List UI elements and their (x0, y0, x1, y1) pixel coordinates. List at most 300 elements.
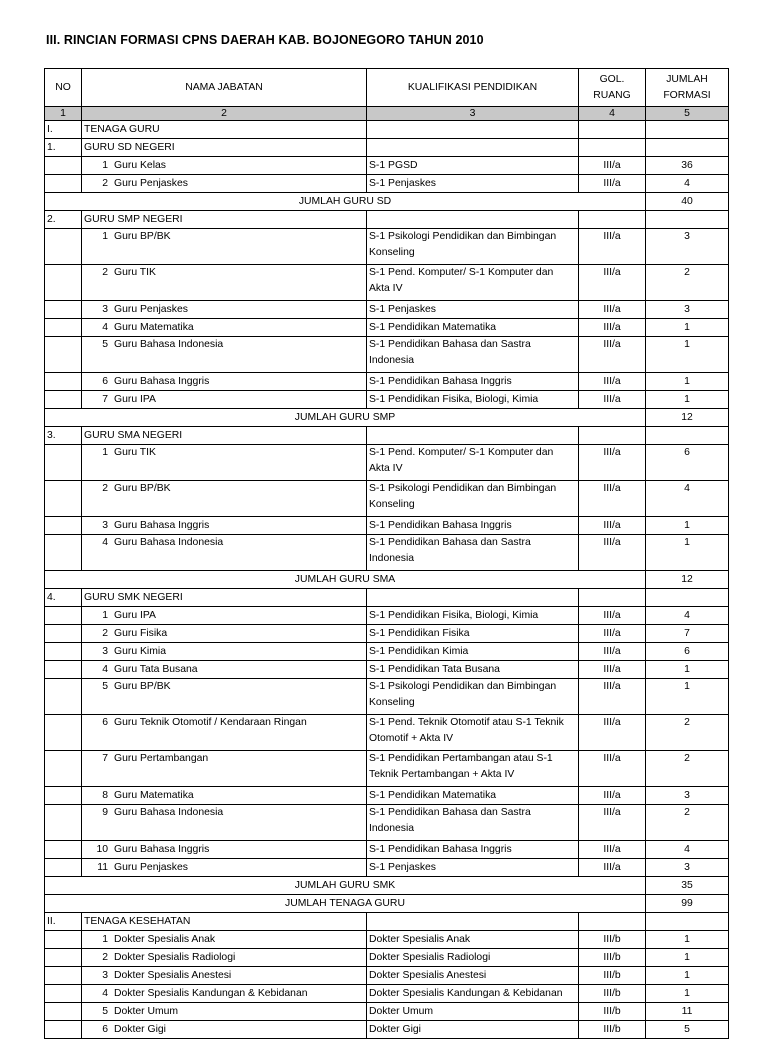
item-number: 2 (102, 267, 108, 278)
gol-cell: III/a (579, 373, 646, 391)
table-row (45, 859, 729, 877)
table-row (45, 967, 729, 985)
jabatan-cell (82, 175, 367, 193)
row-number: 3. (45, 427, 82, 445)
gol-cell: III/a (579, 265, 646, 301)
table-row (45, 931, 729, 949)
jabatan-cell (82, 985, 367, 1003)
kualifikasi-cell (367, 139, 579, 157)
formasi-table (44, 68, 729, 1039)
table-row (45, 661, 729, 679)
header-kualifikasi: KUALIFIKASI PENDIDIKAN (367, 69, 579, 107)
jabatan-name: Guru TIK (114, 267, 156, 278)
jumlah-cell (646, 427, 729, 445)
jabatan-name: Guru Teknik Otomotif / Kendaraan Ringan (114, 717, 307, 728)
subtotal-value: 99 (646, 895, 729, 913)
no-cell (45, 625, 82, 643)
gol-cell (579, 589, 646, 607)
jabatan-name: Guru IPA (114, 610, 156, 621)
gol-cell: III/a (579, 301, 646, 319)
kualifikasi-cell: S-1 Pendidikan Bahasa Inggris (367, 517, 579, 535)
jumlah-cell (646, 121, 729, 139)
gol-cell: III/a (579, 787, 646, 805)
gol-cell: III/b (579, 985, 646, 1003)
table-row (45, 805, 729, 841)
row-label: GURU SMK NEGERI (82, 589, 367, 607)
jabatan-name: Dokter Gigi (114, 1024, 166, 1035)
jumlah-cell: 2 (646, 805, 729, 841)
group-row (45, 589, 729, 607)
no-cell (45, 1003, 82, 1021)
table-row (45, 229, 729, 265)
group-row (45, 427, 729, 445)
item-number: 10 (96, 844, 108, 855)
subtotal-row (45, 193, 729, 211)
kualifikasi-cell: S-1 Pendidikan Tata Busana (367, 661, 579, 679)
jabatan-name: Guru Bahasa Inggris (114, 376, 210, 387)
row-number: I. (45, 121, 82, 139)
jumlah-cell: 3 (646, 229, 729, 265)
gol-cell: III/a (579, 661, 646, 679)
table-row (45, 157, 729, 175)
kualifikasi-cell: Dokter Spesialis Anestesi (367, 967, 579, 985)
kualifikasi-cell (367, 211, 579, 229)
kualifikasi-cell: Dokter Gigi (367, 1021, 579, 1039)
item-number: 1 (102, 447, 108, 458)
gol-cell: III/a (579, 337, 646, 373)
row-label: GURU SMP NEGERI (82, 211, 367, 229)
no-cell (45, 319, 82, 337)
table-row (45, 1003, 729, 1021)
table-row (45, 535, 729, 571)
item-number: 8 (102, 790, 108, 801)
item-number: 1 (102, 610, 108, 621)
jabatan-cell (82, 229, 367, 265)
kualifikasi-cell: S-1 Pendidikan Fisika (367, 625, 579, 643)
row-label: GURU SMA NEGERI (82, 427, 367, 445)
table-row (45, 751, 729, 787)
jumlah-cell: 1 (646, 679, 729, 715)
table-row (45, 481, 729, 517)
no-cell (45, 517, 82, 535)
jumlah-cell: 1 (646, 931, 729, 949)
no-cell (45, 967, 82, 985)
header-number: 2 (82, 107, 367, 121)
kualifikasi-cell: S-1 Psikologi Pendidikan dan Bimbingan Konseling (367, 679, 579, 715)
no-cell (45, 931, 82, 949)
kualifikasi-cell: S-1 Penjaskes (367, 301, 579, 319)
kualifikasi-cell: S-1 Pend. Teknik Otomotif atau S-1 Teknik Otomotif + Akta IV (367, 715, 579, 751)
table-row (45, 949, 729, 967)
jabatan-cell (82, 265, 367, 301)
jumlah-cell: 1 (646, 967, 729, 985)
no-cell (45, 787, 82, 805)
no-cell (45, 715, 82, 751)
jumlah-cell: 11 (646, 1003, 729, 1021)
subtotal-label: JUMLAH GURU SMK (45, 877, 646, 895)
subtotal-label: JUMLAH GURU SMA (45, 571, 646, 589)
gol-cell (579, 139, 646, 157)
gol-cell: III/a (579, 319, 646, 337)
item-number: 11 (97, 862, 108, 873)
kualifikasi-cell: Dokter Umum (367, 1003, 579, 1021)
table-row (45, 715, 729, 751)
subtotal-row (45, 895, 729, 913)
jabatan-name: Guru Fisika (114, 628, 168, 639)
subtotal-value: 35 (646, 877, 729, 895)
jumlah-cell: 1 (646, 337, 729, 373)
jumlah-cell (646, 913, 729, 931)
group-row (45, 139, 729, 157)
category-row (45, 121, 729, 139)
table-row (45, 625, 729, 643)
header-nama-jabatan: NAMA JABATAN (82, 69, 367, 107)
item-number: 1 (102, 934, 108, 945)
row-number: 4. (45, 589, 82, 607)
item-number: 4 (102, 322, 108, 333)
jumlah-cell: 2 (646, 265, 729, 301)
item-number: 7 (102, 753, 108, 764)
jabatan-name: Guru Kimia (114, 646, 166, 657)
jumlah-cell: 5 (646, 1021, 729, 1039)
jabatan-cell (82, 661, 367, 679)
jabatan-cell (82, 1021, 367, 1039)
no-cell (45, 373, 82, 391)
table-row (45, 391, 729, 409)
group-row (45, 211, 729, 229)
gol-cell: III/a (579, 445, 646, 481)
kualifikasi-cell: S-1 Pendidikan Bahasa dan Sastra Indonesia (367, 535, 579, 571)
jabatan-name: Guru Matematika (114, 322, 194, 333)
table-row (45, 319, 729, 337)
jumlah-cell: 6 (646, 445, 729, 481)
jabatan-name: Guru Bahasa Indonesia (114, 537, 224, 548)
subtotal-label: JUMLAH TENAGA GURU (45, 895, 646, 913)
item-number: 3 (102, 520, 108, 531)
kualifikasi-cell (367, 427, 579, 445)
subtotal-value: 12 (646, 571, 729, 589)
no-cell (45, 805, 82, 841)
jabatan-cell (82, 607, 367, 625)
jabatan-cell (82, 1003, 367, 1021)
gol-cell: III/a (579, 481, 646, 517)
table-row (45, 445, 729, 481)
no-cell (45, 1021, 82, 1039)
table-row (45, 265, 729, 301)
item-number: 6 (102, 1024, 108, 1035)
no-cell (45, 661, 82, 679)
jabatan-name: Dokter Spesialis Anestesi (114, 970, 232, 981)
no-cell (45, 481, 82, 517)
table-row (45, 517, 729, 535)
table-row (45, 1021, 729, 1039)
table-row (45, 337, 729, 373)
jabatan-name: Guru Bahasa Inggris (114, 844, 210, 855)
header-number: 5 (646, 107, 729, 121)
subtotal-label: JUMLAH GURU SD (45, 193, 646, 211)
jabatan-name: Guru Matematika (114, 790, 194, 801)
jabatan-cell (82, 931, 367, 949)
gol-cell (579, 427, 646, 445)
subtotal-value: 12 (646, 409, 729, 427)
row-label: GURU SD NEGERI (82, 139, 367, 157)
gol-cell (579, 913, 646, 931)
kualifikasi-cell: S-1 Pendidikan Bahasa dan Sastra Indonesia (367, 337, 579, 373)
jabatan-cell (82, 751, 367, 787)
no-cell (45, 841, 82, 859)
jabatan-cell (82, 301, 367, 319)
kualifikasi-cell: S-1 Pendidikan Matematika (367, 319, 579, 337)
no-cell (45, 175, 82, 193)
jabatan-name: Guru BP/BK (114, 681, 171, 692)
jabatan-name: Guru Bahasa Inggris (114, 520, 210, 531)
row-number: 1. (45, 139, 82, 157)
gol-cell: III/b (579, 1003, 646, 1021)
jumlah-cell: 1 (646, 535, 729, 571)
item-number: 5 (102, 1006, 108, 1017)
item-number: 6 (102, 717, 108, 728)
gol-cell: III/a (579, 625, 646, 643)
header-number: 1 (45, 107, 82, 121)
table-row (45, 175, 729, 193)
item-number: 4 (102, 664, 108, 675)
jumlah-cell: 7 (646, 625, 729, 643)
jabatan-name: Guru BP/BK (114, 231, 171, 242)
jabatan-cell (82, 445, 367, 481)
kualifikasi-cell: S-1 Pendidikan Fisika, Biologi, Kimia (367, 391, 579, 409)
kualifikasi-cell: S-1 PGSD (367, 157, 579, 175)
kualifikasi-cell: S-1 Penjaskes (367, 859, 579, 877)
jabatan-cell (82, 805, 367, 841)
kualifikasi-cell: Dokter Spesialis Kandungan & Kebidanan (367, 985, 579, 1003)
jumlah-cell: 2 (646, 715, 729, 751)
jumlah-cell: 6 (646, 643, 729, 661)
kualifikasi-cell: S-1 Pendidikan Bahasa Inggris (367, 373, 579, 391)
kualifikasi-cell: S-1 Penjaskes (367, 175, 579, 193)
table-row (45, 841, 729, 859)
jabatan-cell (82, 337, 367, 373)
jumlah-cell: 1 (646, 985, 729, 1003)
kualifikasi-cell: S-1 Psikologi Pendidikan dan Bimbingan Konseling (367, 229, 579, 265)
jabatan-name: Dokter Spesialis Radiologi (114, 952, 236, 963)
jabatan-cell (82, 967, 367, 985)
category-row (45, 913, 729, 931)
no-cell (45, 229, 82, 265)
gol-cell: III/b (579, 949, 646, 967)
gol-cell: III/a (579, 607, 646, 625)
jabatan-name: Guru Bahasa Indonesia (114, 807, 224, 818)
header-row (45, 69, 729, 107)
gol-cell: III/b (579, 931, 646, 949)
jumlah-cell (646, 589, 729, 607)
jabatan-name: Guru BP/BK (114, 483, 171, 494)
no-cell (45, 301, 82, 319)
table-row (45, 373, 729, 391)
row-number: II. (45, 913, 82, 931)
item-number: 7 (102, 394, 108, 405)
item-number: 2 (102, 628, 108, 639)
gol-cell: III/b (579, 1021, 646, 1039)
table-row (45, 643, 729, 661)
no-cell (45, 679, 82, 715)
no-cell (45, 265, 82, 301)
row-label: TENAGA GURU (82, 121, 367, 139)
subtotal-row (45, 409, 729, 427)
jumlah-cell: 1 (646, 373, 729, 391)
gol-cell: III/a (579, 643, 646, 661)
jabatan-cell (82, 679, 367, 715)
subtotal-label: JUMLAH GURU SMP (45, 409, 646, 427)
kualifikasi-cell: Dokter Spesialis Radiologi (367, 949, 579, 967)
jumlah-cell: 4 (646, 481, 729, 517)
no-cell (45, 643, 82, 661)
jabatan-cell (82, 517, 367, 535)
no-cell (45, 157, 82, 175)
item-number: 2 (102, 483, 108, 494)
jabatan-cell (82, 949, 367, 967)
jabatan-cell (82, 391, 367, 409)
gol-cell: III/b (579, 967, 646, 985)
subtotal-row (45, 877, 729, 895)
jabatan-name: Dokter Spesialis Kandungan & Kebidanan (114, 988, 308, 999)
kualifikasi-cell: Dokter Spesialis Anak (367, 931, 579, 949)
item-number: 2 (102, 178, 108, 189)
kualifikasi-cell: S-1 Pendidikan Bahasa dan Sastra Indonesia (367, 805, 579, 841)
gol-cell: III/a (579, 517, 646, 535)
jabatan-name: Guru TIK (114, 447, 156, 458)
jabatan-name: Guru Tata Busana (114, 664, 198, 675)
item-number: 3 (102, 646, 108, 657)
row-number: 2. (45, 211, 82, 229)
jumlah-cell: 1 (646, 949, 729, 967)
jumlah-cell: 1 (646, 661, 729, 679)
table-row (45, 787, 729, 805)
no-cell (45, 985, 82, 1003)
jabatan-name: Dokter Spesialis Anak (114, 934, 216, 945)
jumlah-cell: 1 (646, 391, 729, 409)
kualifikasi-cell: S-1 Pendidikan Pertambangan atau S-1 Teknik Pertambangan + Akta IV (367, 751, 579, 787)
no-cell (45, 337, 82, 373)
jabatan-cell (82, 715, 367, 751)
gol-cell (579, 211, 646, 229)
jabatan-cell (82, 841, 367, 859)
jumlah-cell: 36 (646, 157, 729, 175)
item-number: 5 (102, 339, 108, 350)
no-cell (45, 949, 82, 967)
jumlah-cell: 3 (646, 859, 729, 877)
item-number: 6 (102, 376, 108, 387)
kualifikasi-cell: S-1 Pend. Komputer/ S-1 Komputer dan Akta IV (367, 265, 579, 301)
jumlah-cell: 3 (646, 301, 729, 319)
jabatan-cell (82, 373, 367, 391)
item-number: 9 (102, 807, 108, 818)
kualifikasi-cell: S-1 Pendidikan Matematika (367, 787, 579, 805)
table-row (45, 985, 729, 1003)
jabatan-name: Guru Penjaskes (114, 178, 188, 189)
jabatan-cell (82, 535, 367, 571)
jabatan-name: Guru Bahasa Indonesia (114, 339, 224, 350)
jumlah-cell: 2 (646, 751, 729, 787)
kualifikasi-cell (367, 913, 579, 931)
no-cell (45, 859, 82, 877)
jabatan-name: Guru Pertambangan (114, 753, 209, 764)
header-number-row (45, 107, 729, 121)
jumlah-cell: 1 (646, 319, 729, 337)
gol-cell: III/a (579, 535, 646, 571)
jabatan-name: Guru Penjaskes (114, 862, 188, 873)
no-cell (45, 445, 82, 481)
jabatan-cell (82, 625, 367, 643)
subtotal-value: 40 (646, 193, 729, 211)
header-number: 3 (367, 107, 579, 121)
gol-cell (579, 121, 646, 139)
gol-cell: III/a (579, 859, 646, 877)
item-number: 5 (102, 681, 108, 692)
jumlah-cell (646, 139, 729, 157)
no-cell (45, 391, 82, 409)
no-cell (45, 535, 82, 571)
no-cell (45, 607, 82, 625)
gol-cell: III/a (579, 229, 646, 265)
item-number: 4 (102, 537, 108, 548)
gol-cell: III/a (579, 805, 646, 841)
header-no: NO (45, 69, 82, 107)
jabatan-name: Guru Penjaskes (114, 304, 188, 315)
item-number: 2 (102, 952, 108, 963)
table-row (45, 607, 729, 625)
gol-cell: III/a (579, 391, 646, 409)
jumlah-cell (646, 211, 729, 229)
jabatan-cell (82, 319, 367, 337)
header-number: 4 (579, 107, 646, 121)
jumlah-cell: 1 (646, 517, 729, 535)
item-number: 4 (102, 988, 108, 999)
jabatan-cell (82, 859, 367, 877)
item-number: 3 (102, 970, 108, 981)
header-jumlah-formasi: JUMLAH FORMASI (646, 69, 729, 107)
gol-cell: III/a (579, 175, 646, 193)
gol-cell: III/a (579, 751, 646, 787)
jabatan-cell (82, 157, 367, 175)
kualifikasi-cell (367, 589, 579, 607)
table-row (45, 301, 729, 319)
table-row (45, 679, 729, 715)
kualifikasi-cell: S-1 Psikologi Pendidikan dan Bimbingan Konseling (367, 481, 579, 517)
item-number: 3 (102, 304, 108, 315)
kualifikasi-cell: S-1 Pendidikan Fisika, Biologi, Kimia (367, 607, 579, 625)
jabatan-name: Guru Kelas (114, 160, 166, 171)
row-label: TENAGA KESEHATAN (82, 913, 367, 931)
jabatan-name: Guru IPA (114, 394, 156, 405)
gol-cell: III/a (579, 715, 646, 751)
jabatan-cell (82, 643, 367, 661)
gol-cell: III/a (579, 679, 646, 715)
jumlah-cell: 3 (646, 787, 729, 805)
jumlah-cell: 4 (646, 607, 729, 625)
item-number: 1 (102, 160, 108, 171)
gol-cell: III/a (579, 841, 646, 859)
jabatan-name: Dokter Umum (114, 1006, 179, 1017)
jabatan-cell (82, 481, 367, 517)
subtotal-row (45, 571, 729, 589)
gol-cell: III/a (579, 157, 646, 175)
no-cell (45, 751, 82, 787)
item-number: 1 (102, 231, 108, 242)
table-body (45, 121, 729, 1039)
jumlah-cell: 4 (646, 841, 729, 859)
header-gol-ruang: GOL. RUANG (579, 69, 646, 107)
document-title: III. RINCIAN FORMASI CPNS DAERAH KAB. BOJONEGORO TAHUN 2010 (46, 33, 484, 47)
